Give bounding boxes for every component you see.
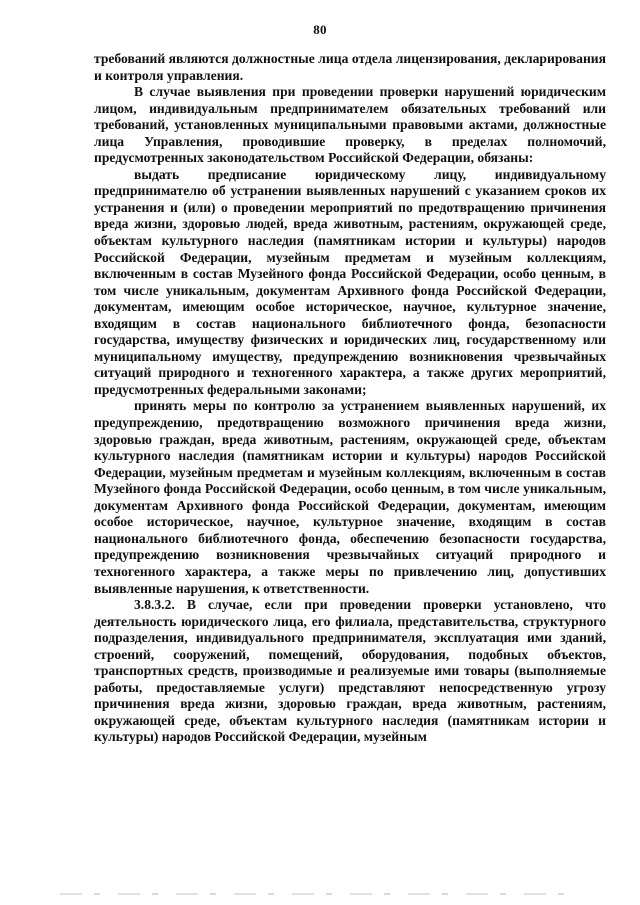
paragraph-continuation: требований являются должностные лица отдела лицензирования, декларирования и контроля управления. [94, 51, 606, 83]
paragraph-take-measures: принять меры по контролю за устранением выявленных нарушений, их предупреждению, предотвращению возможного причинения вреда жизни, здоровью граждан, вреда животным, растениям, окружающей среде, объектам культурного наследия (памятникам истории и культуры) народов Российской Федерации, музейным предметам и музейным коллекциям, включенным в состав Музейного фонда Российской Федерации, особо ценным, в том числе уникальным, документам Архивного фонда Российской Федерации, документам, имеющим особое историческое, научное, культурное значение, входящим в состав национального библиотечного фонда, обеспечению безопасности государства, предупреждению возникновения чрезвычайных ситуаций природного и техногенного характера, а также меры по привлечению лиц, допустивших выявленные нарушения, к ответственности. [94, 398, 606, 596]
paragraph-issue-order: выдать предписание юридическому лицу, индивидуальному предпринимателю об устранении выявленных нарушений с указанием сроков их устранения и (или) о проведении мероприятий по предотвращению причинения вреда жизни, здоровью людей, вреда животным, растениям, окружающей среде, объектам культурного наследия (памятникам истории и культуры) народов Российской Федерации, музейным предметам и музейным коллекциям, включенным в состав Музейного фонда Российской Федерации, особо ценным, в том числе уникальным, документам Архивного фонда Российской Федерации, документам, имеющим особое историческое, научное, культурное значение, входящим в состав национального библиотечного фонда, безопасности государства, имуществу физических и юридических лиц, государственному или муниципальному имуществу, предупреждению возникновения чрезвычайных ситуаций природного и техногенного характера, а также других мероприятий, предусмотренных федеральными законами; [94, 166, 606, 397]
page-number: 80 [313, 22, 327, 37]
paragraph-section-3-8-3-2: 3.8.3.2. В случае, если при проведении проверки установлено, что деятельность юридического лица, его филиала, представительства, структурного подразделения, индивидуального предпринимателя, эксплуатация ими зданий, строений, сооружений, помещений, оборудования, подобных объектов, транспортных средств, производимые и реализуемые ими товары (выполняемые работы, предоставляемые услуги) представляют непосредственную угрозу причинения вреда жизни, здоровью граждан, вреда животным, растениям, окружающей среде, объектам культурного наследия (памятникам истории и культуры) народов Российской Федерации, музейным [94, 597, 606, 745]
paragraph-violations-intro: В случае выявления при проведении проверки нарушений юридическим лицом, индивидуальным предпринимателем обязательных требований или требований, установленных муниципальными правовыми актами, должностные лица Управления, проводившие проверку, в пределах полномочий, предусмотренных законодательством Российской Федерации, обязаны: [94, 84, 606, 166]
document-body [94, 51, 606, 746]
scan-edge-artifact [60, 893, 580, 895]
